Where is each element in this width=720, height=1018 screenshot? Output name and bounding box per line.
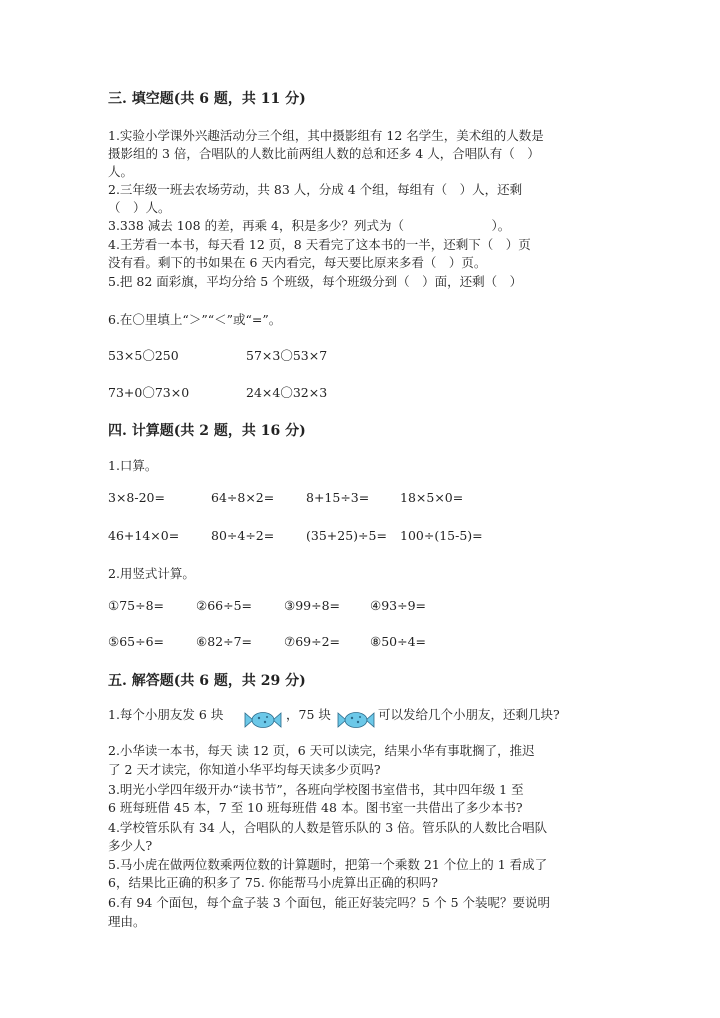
solve-q4-line1: 4.学校管乐队有 34 人，合唱队的人数是管乐队的 3 倍。管乐队的人数比合唱队 [108, 820, 548, 835]
fill-q4-line1: 4.王芳看一本书，每天看 12 页，8 天看完了这本书的一半，还剩下（ ）页 [108, 237, 531, 252]
fill-q5: 5.把 82 面彩旗，平均分给 5 个班级，每个班级分到（ ）面，还剩（ ） [108, 274, 523, 289]
oral-item: 8+15÷3= [306, 490, 370, 505]
calc-q2: 2.用竖式计算。 [108, 566, 195, 581]
compare-item: 57×3〇53×7 [246, 348, 328, 363]
solve-q1-part2: ，75 块 [286, 707, 331, 722]
vertical-item: ⑥82÷7= [196, 634, 253, 649]
candy-icon [243, 710, 283, 730]
solve-q4-line2: 多少人? [108, 838, 153, 853]
oral-item: 100÷(15-5)= [400, 528, 483, 543]
solve-q2-line2: 了 2 天才读完，你知道小华平均每天读多少页吗? [108, 762, 381, 777]
fill-q6: 6.在〇里填上“＞”“＜”或“=”。 [108, 312, 282, 327]
oral-item: 64÷8×2= [211, 490, 275, 505]
candy-icon [336, 710, 376, 730]
vertical-item: ⑤65÷6= [108, 634, 165, 649]
solve-q6-line1: 6.有 94 个面包，每个盒子装 3 个面包，能正好装完吗？5 个 5 个装呢？要说明 [108, 895, 551, 910]
vertical-item: ④93÷9= [370, 598, 427, 613]
oral-item: 3×8-20= [108, 490, 165, 505]
oral-item: 18×5×0= [400, 490, 464, 505]
compare-item: 53×5〇250 [108, 348, 179, 363]
vertical-item: ②66÷5= [196, 598, 253, 613]
section-5-title: 五. 解答题(共 6 题，共 29 分) [108, 673, 306, 689]
solve-q6-line2: 理由。 [108, 914, 146, 929]
solve-q5-line1: 5.马小虎在做两位数乘两位数的计算题时，把第一个乘数 21 个位上的 1 看成了 [108, 857, 548, 872]
solve-q3-line1: 3.明光小学四年级开办“读书节”，各班向学校图书室借书，其中四年级 1 至 [108, 782, 524, 797]
fill-q4-line2: 没有看。剩下的书如果在 6 天内看完，每天要比原来多看（ ）页。 [108, 255, 487, 270]
solve-q5-line2: 6，结果比正确的积多了 75. 你能帮马小虎算出正确的积吗? [108, 875, 438, 890]
oral-item: 46+14×0= [108, 528, 180, 543]
vertical-item: ①75÷8= [108, 598, 165, 613]
solve-q2-line1: 2.小华读一本书，每天 读 12 页，6 天可以读完，结果小华有事耽搁了，推迟 [108, 743, 535, 758]
fill-q3: 3.338 减去 108 的差，再乘 4，积是多少？列式为（ ）。 [108, 218, 511, 233]
compare-item: 73+0〇73×0 [108, 385, 190, 400]
fill-q1-line3: 人。 [108, 164, 134, 179]
vertical-item: ③99÷8= [284, 598, 341, 613]
fill-q2-line1: 2.三年级一班去农场劳动，共 83 人，分成 4 个组，每组有（ ）人，还剩 [108, 182, 523, 197]
oral-item: (35+25)÷5= [306, 528, 387, 543]
vertical-item: ⑧50÷4= [370, 634, 427, 649]
calc-q1: 1.口算。 [108, 458, 158, 473]
fill-q1-line1: 1.实验小学课外兴趣活动分三个组，其中摄影组有 12 名学生，美术组的人数是 [108, 128, 544, 143]
compare-item: 24×4〇32×3 [246, 385, 328, 400]
solve-q3-line2: 6 班每班借 45 本，7 至 10 班每班借 48 本。图书室一共借出了多少本书? [108, 800, 523, 815]
oral-item: 80÷4÷2= [211, 528, 275, 543]
vertical-item: ⑦69÷2= [284, 634, 341, 649]
fill-q1-line2: 摄影组的 3 倍，合唱队的人数比前两组人数的总和还多 4 人，合唱队有（ ） [108, 146, 540, 161]
section-3-title: 三. 填空题(共 6 题，共 11 分) [108, 91, 306, 107]
solve-q1-part3: 可以发给几个小朋友，还剩几块? [378, 707, 560, 722]
fill-q2-line2: （ ）人。 [108, 200, 171, 215]
section-4-title: 四. 计算题(共 2 题，共 16 分) [108, 423, 306, 439]
solve-q1-part1: 1.每个小朋友发 6 块 [108, 707, 224, 722]
